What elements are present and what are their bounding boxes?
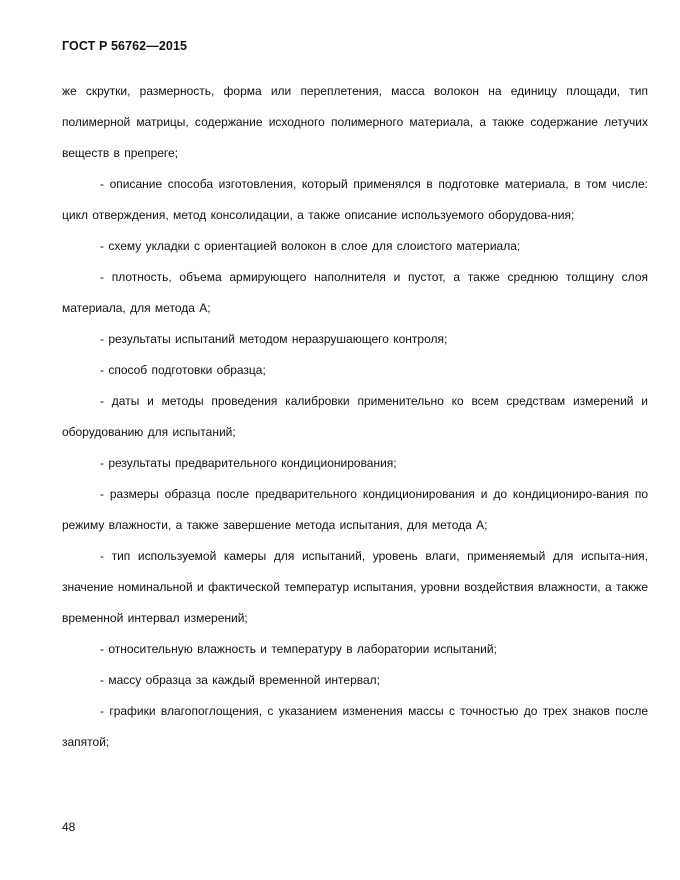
document-header: ГОСТ Р 56762—2015 bbox=[62, 39, 188, 53]
document-body bbox=[62, 76, 648, 758]
list-item: - тип используемой камеры для испытаний, уровень влаги, применяемый для испыта-ния, значение номинальной и фактической температур испытания, уровни воздействия влажности, а также временной интервал измерений; bbox=[62, 549, 648, 625]
list-item: - способ подготовки образца; bbox=[100, 363, 266, 377]
page-number: 48 bbox=[62, 820, 76, 834]
list-item: - графики влагопоглощения, с указанием изменения массы с точностью до трех знаков после запятой; bbox=[62, 704, 648, 749]
list-item: - результаты предварительного кондиционирования; bbox=[100, 456, 397, 470]
list-item: - результаты испытаний методом неразрушающего контроля; bbox=[100, 332, 448, 346]
list-item: - размеры образца после предварительного кондиционирования и до кондициониро-вания по режиму влажности, а также завершение метода испытания, для метода А; bbox=[62, 487, 648, 532]
list-item: - относительную влажность и температуру в лаборатории испытаний; bbox=[100, 642, 497, 656]
list-item: - плотность, объема армирующего наполнителя и пустот, а также среднюю толщину слоя материала, для метода А; bbox=[62, 270, 648, 315]
list-item: - даты и методы проведения калибровки применительно ко всем средствам измерений и оборудованию для испытаний; bbox=[62, 394, 648, 439]
paragraph: же скрутки, размерность, форма или переплетения, масса волокон на единицу площади, тип полимерной матрицы, содержание исходного полимерного материала, а также содержание летучих веществ в препреге; bbox=[62, 84, 648, 160]
list-item: - схему укладки с ориентацией волокон в слое для слоистого материала; bbox=[100, 239, 521, 253]
list-item: - описание способа изготовления, который применялся в подготовке материала, в том числе: цикл отверждения, метод консолидации, а также описание используемого оборудова-ния; bbox=[62, 177, 648, 222]
list-item: - массу образца за каждый временной интервал; bbox=[100, 673, 381, 687]
